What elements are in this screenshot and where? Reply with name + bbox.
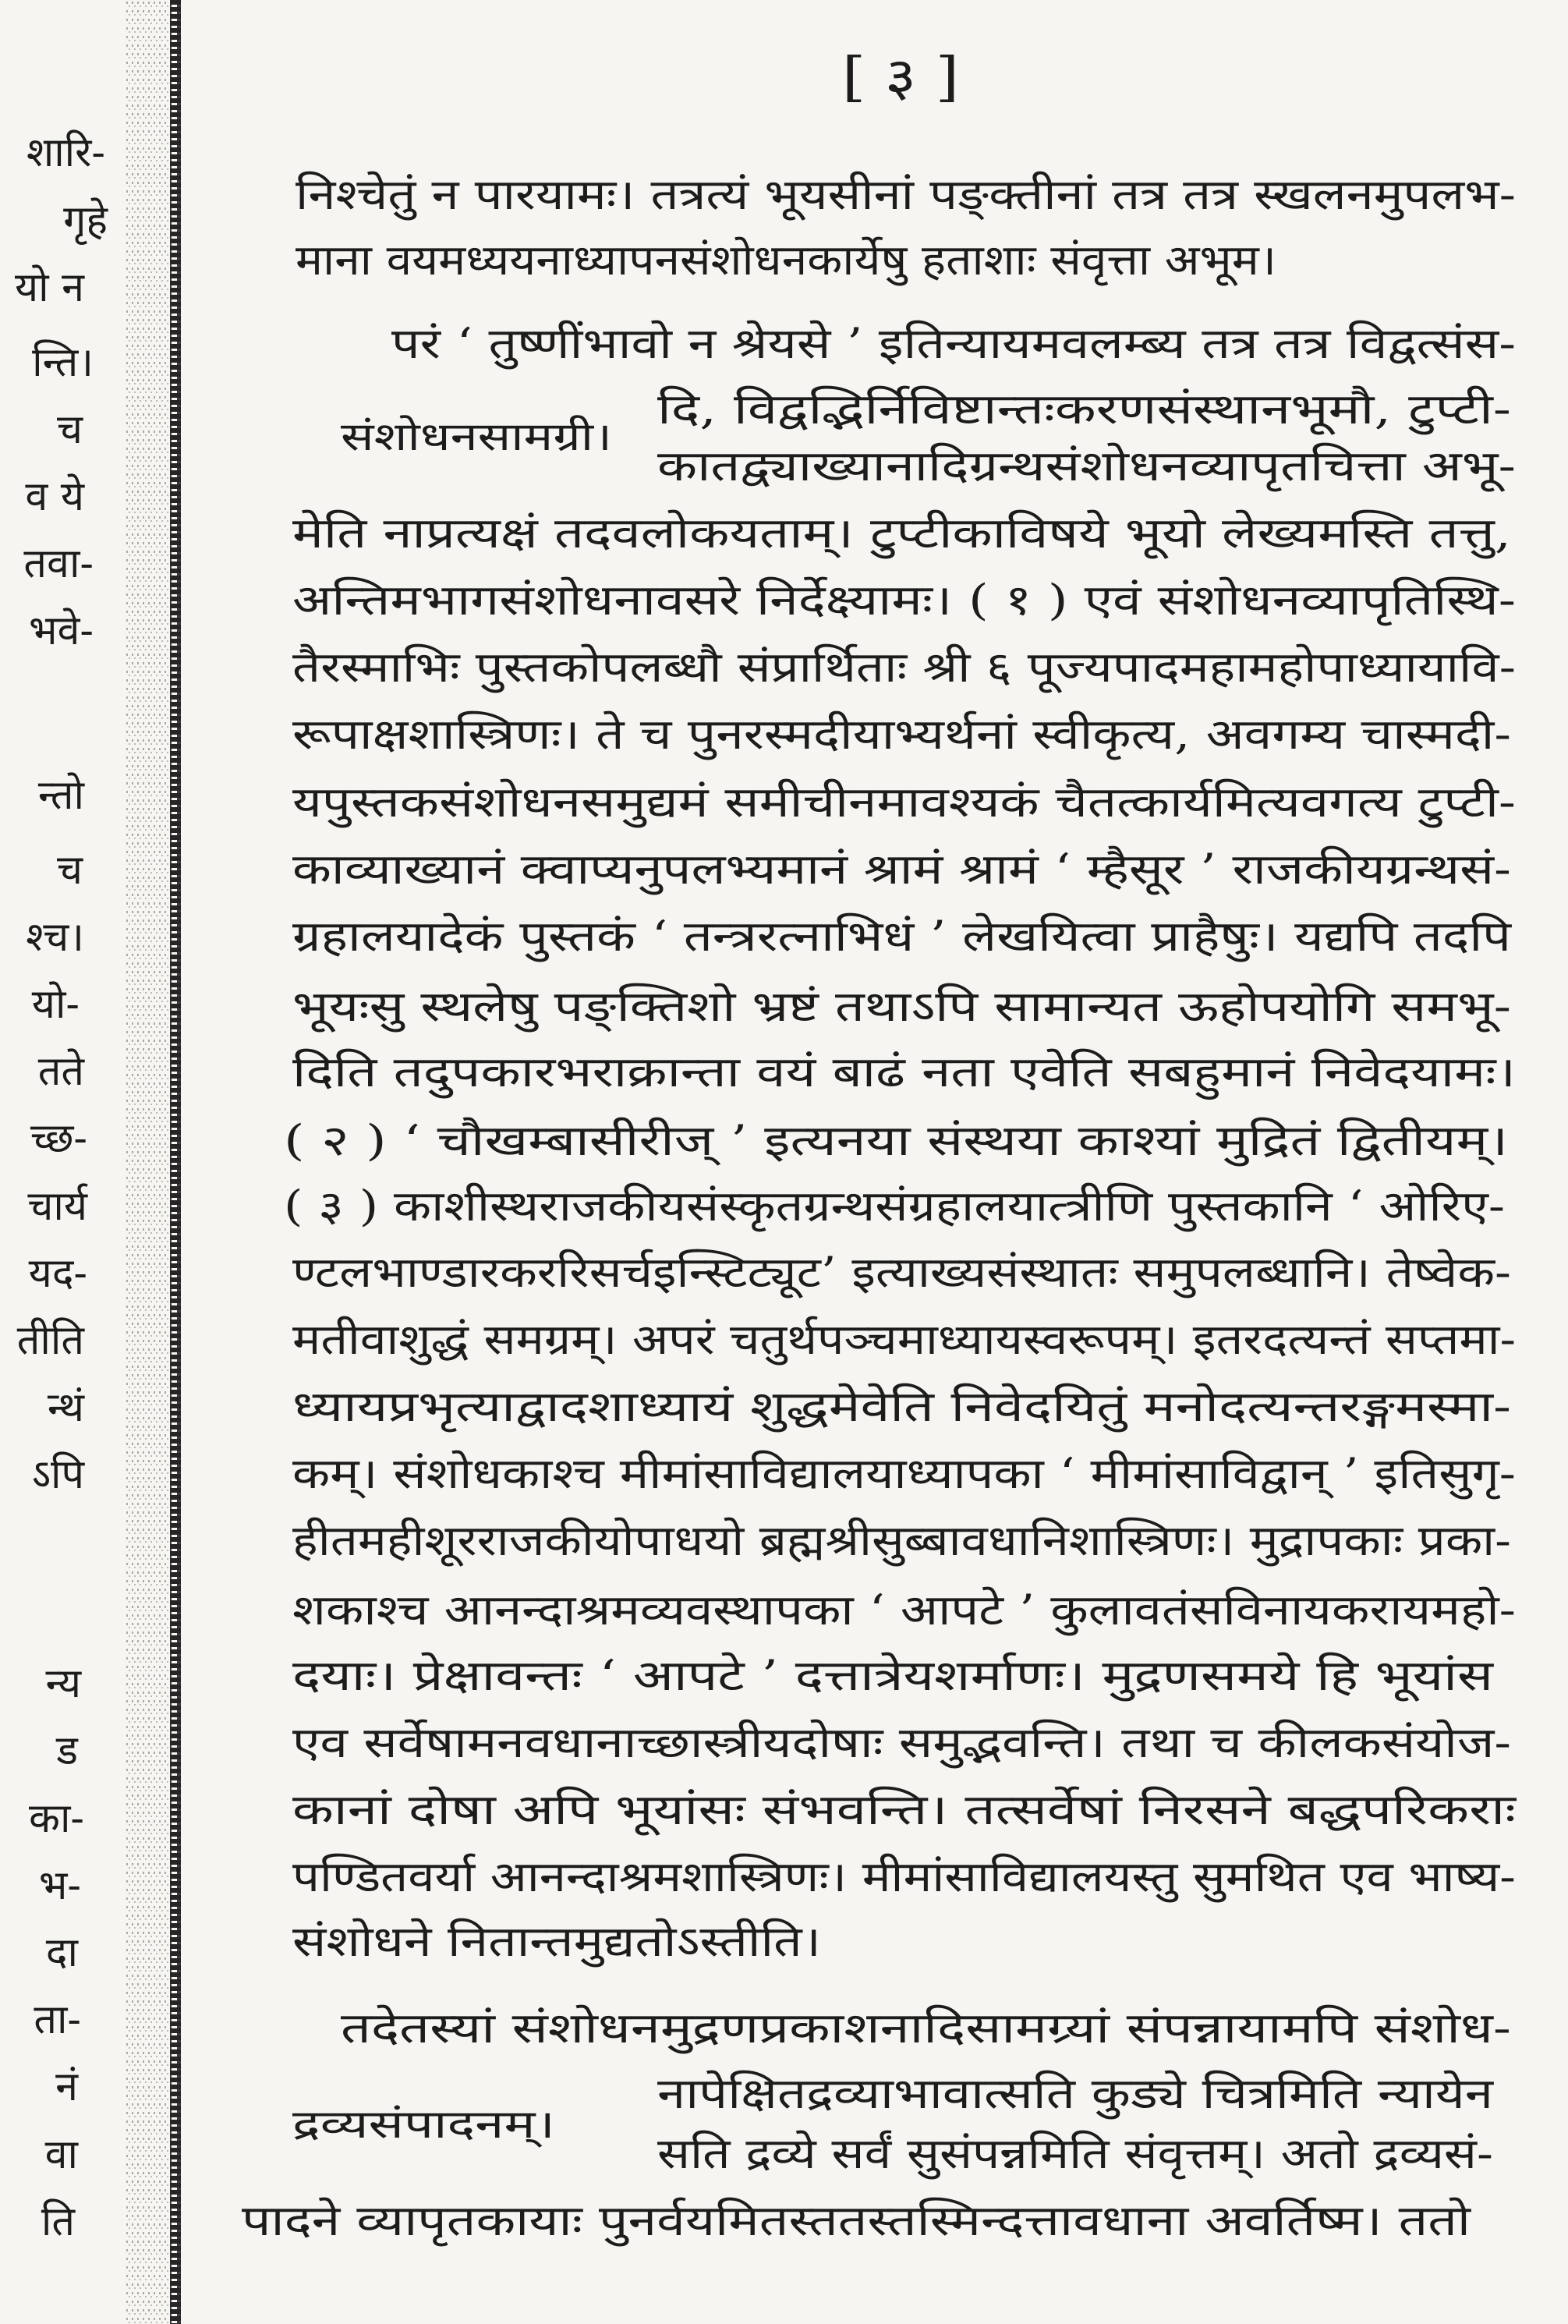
body-text-line: मतीवाशुद्धं समग्रम्। अपरं चतुर्थपञ्चमाध्यायस्वरूपम्। इतरदत्यन्तं सप्तमा- (292, 1315, 1380, 1364)
body-text-line: रूपाक्षशास्त्रिणः। ते च पुनरस्मदीयाभ्यर्थनां स्वीकृत्य, अवगम्य चास्मदी- (292, 710, 1322, 759)
previous-page-margin (15, 129, 108, 2245)
body-text-line: कातद्व्याख्यानादिग्रन्थसंशोधनव्यापृतचित्ता अभू- (657, 441, 1354, 491)
paragraph-1 (296, 170, 1516, 286)
page-number-header: [ ३ ] (842, 47, 959, 108)
body-text-line: निश्चेतुं न पारयामः। तत्रत्यं भूयसीनां पङ्क्तीनां तत्र तत्र स्खलनमुपलभ- (296, 170, 1339, 219)
body-text-line: ध्यायप्रभृत्याद्वादशाध्यायं शुद्धमेवेति निवेदयितुं मनोदत्यन्तरङ्गमस्मा- (292, 1382, 1258, 1431)
previous-page-fragment: का- (29, 1795, 84, 1842)
body-text-line: ग्रहालयादेकं पुस्तकं ‘ तन्त्ररत्नाभिधं ’ लेखयित्वा प्राहैषुः। यद्यपि तदपि (292, 912, 1308, 961)
previous-page-fragment: यो न (14, 264, 84, 311)
previous-page-fragment: न्ति। (32, 339, 94, 386)
previous-page-fragment: च्छ- (30, 1115, 87, 1162)
paragraph-2 (284, 319, 1517, 1968)
side-heading: संशोधनसामग्री। (341, 414, 612, 459)
body-text-line: संशोधने नितान्तमुद्यतोऽस्तीति। (292, 1917, 738, 1966)
binding-line (170, 0, 181, 2324)
previous-page-fragment: न्थं (47, 1384, 84, 1431)
previous-page-fragment: न्य (45, 1660, 81, 1707)
previous-page-fragment: तते (37, 1048, 84, 1095)
previous-page-fragment: ति (41, 2198, 75, 2245)
body-text-line: नापेक्षितद्रव्याभावात्सति कुड्ये चित्रमिति न्यायेन (657, 2069, 1349, 2118)
body-text-line: कानां दोषा अपि भूयांसः संभवन्ति। तत्सर्वेषां निरसने बद्धपरिकराः (292, 1785, 1252, 1834)
side-heading: द्रव्यसंपादनम्। (292, 2102, 488, 2147)
previous-page-fragment: वा (44, 2131, 78, 2178)
previous-page-fragment: व ये (25, 473, 84, 520)
previous-page-fragment: भवे- (28, 608, 94, 654)
paragraph-3 (242, 2003, 1511, 2247)
body-text-line: सति द्रव्ये सर्वं सुसंपन्नमिति संवृत्तम्। अतो द्रव्यसं- (657, 2129, 1383, 2178)
previous-page-fragment: तीति (16, 1317, 84, 1364)
previous-page-fragment: यद- (28, 1250, 87, 1297)
previous-page-fragment: श्च। (26, 914, 84, 961)
previous-page-fragment: चार्य (27, 1183, 87, 1230)
body-text-line: मेति नाप्रत्यक्षं तदवलोकयताम्। टुप्टीकाविषये भूयो लेख्यमस्ति तत्तु, (292, 508, 1279, 558)
body-text-line: हीतमहीशूरराजकीयोपाधयो ब्रह्मश्रीसुब्बावधानिशास्त्रिणः। मुद्रापकाः प्रका- (292, 1516, 1360, 1565)
gutter-stipple (126, 0, 168, 2324)
body-text-line: ( २ ) ‘ चौखम्बासीरीज् ’ इत्यनया संस्थया काश्यां मुद्रितं द्वितीयम्। (284, 1116, 1255, 1165)
previous-page-fragment: शारि- (26, 129, 105, 176)
previous-page-fragment: गृहे (63, 197, 108, 244)
previous-page-fragment: नं (55, 2064, 78, 2110)
previous-page-fragment: ता- (34, 1996, 81, 2043)
previous-page-fragment: यो- (31, 981, 80, 1028)
previous-page-fragment: च (56, 847, 83, 894)
previous-page-fragment: न्तो (37, 772, 84, 819)
body-text-line: शकाश्च आनन्दाश्रमव्यवस्थापका ‘ आपटे ’ कुलावतंसविनायकरायमहो- (292, 1585, 1340, 1635)
previous-page-fragment: भ- (38, 1862, 81, 1909)
body-text-line: ( ३ ) काशीस्थराजकीयसंस्कृतग्रन्थसंग्रहालयात्त्रीणि पुस्तकानि ‘ ओरिए- (284, 1181, 1338, 1231)
previous-page-fragment: तवा- (23, 540, 94, 587)
previous-page-fragment: दा (45, 1929, 78, 1976)
body-text-line: एव सर्वेषामनवधानाच्छास्त्रीयदोषाः समुद्भवन्ति। तथा च कीलकसंयोज- (292, 1718, 1320, 1767)
body-text-line: माना वयमध्ययनाध्यापनसंशोधनकार्येषु हताशाः संवृत्ता अभूम। (296, 236, 1199, 285)
body-text-line: दिति तदुपकारभराक्रान्ता वयं बाढं नता एवेति सबहुमानं निवेदयामः। (292, 1047, 1280, 1096)
body-text-line: तैरस्माभिः पुस्तकोपलब्धौ संप्रार्थिताः श्री ६ पूज्यपादमहामहोपाध्यायावि- (292, 643, 1336, 692)
previous-page-fragment: ड (56, 1727, 78, 1774)
body-text-line: पण्डितवर्या आनन्दाश्रमशास्त्रिणः। मीमांसाविद्यालयस्तु सुमथित एव भाष्य- (292, 1852, 1365, 1901)
body-text-line: काव्याख्यानं क्वाप्यनुपलभ्यमानं श्रामं श्रामं ‘ म्हैसूर ’ राजकीयग्रन्थसं- (292, 845, 1305, 894)
previous-page-fragment: ऽपि (31, 1451, 84, 1498)
body-text-line: परं ‘ तुष्णींभावो न श्रेयसे ’ इतिन्यायमवलम्ब्य तत्र तत्र विद्वत्संस- (391, 319, 1333, 368)
previous-page-fragment: च (56, 406, 83, 453)
body-text-line: तदेतस्यां संशोधनमुद्रणप्रकाशनादिसामग्र्यां संपन्नायामपि संशोध- (341, 2003, 1267, 2053)
body-text-line: पादने व्यापृतकायाः पुनर्वयमितस्ततस्तस्मिन्दत्तावधाना अवर्तिष्म। ततो (242, 2196, 1247, 2245)
body-text-line: कम्। संशोधकाश्च मीमांसाविद्यालयाध्यापका ‘ मीमांसाविद्वान् ’ इतिसुगृ- (292, 1449, 1347, 1498)
body-text-line: दि, विद्वद्भिर्निविष्टान्तःकरणसंस्थानभूमौ, टुप्टी- (657, 384, 1329, 434)
body-text-line: भूयःसु स्थलेषु पङ्क्तिशो भ्रष्टं तथाऽपि सामान्यत ऊहोपयोगि समभू- (292, 982, 1285, 1031)
body-text-line: ण्टलभाण्डारकररिसर्चइन्स्टिट्यूट’ इत्याख्यसंस्थातः समुपलब्धानि। तेष्वेक- (292, 1248, 1353, 1297)
body-text-line: दयाः। प्रेक्षावन्तः ‘ आपटे ’ दत्तात्रेयशर्माणः। मुद्रणसमये हि भूयांस (292, 1651, 1243, 1700)
body-text-line: अन्तिमभागसंशोधनावसरे निर्देक्ष्यामः। ( १ ) एवं संशोधनव्यापृतिस्थि- (292, 576, 1295, 625)
body-text-line: यपुस्तकसंशोधनसमुद्यमं समीचीनमावश्यकं चैतत्कार्यमित्यवगत्य टुप्टी- (292, 778, 1303, 827)
